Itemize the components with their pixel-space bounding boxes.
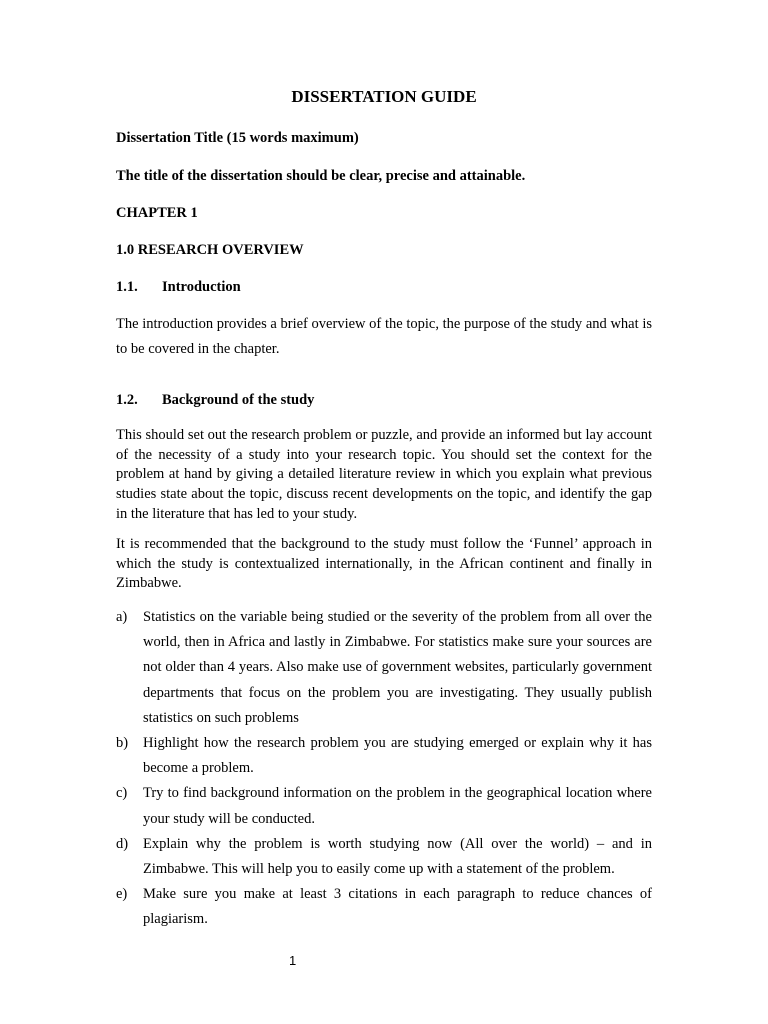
list-marker: c): [116, 785, 128, 802]
background-heading: [116, 391, 314, 409]
list-marker: d): [116, 835, 129, 852]
document-title: DISSERTATION GUIDE: [291, 87, 477, 106]
list-marker: e): [116, 886, 128, 903]
list-item-text: Make sure you make at least 3 citations in each paragraph to reduce chances of plagiarism.: [143, 886, 652, 928]
background-number: 1.2.: [116, 392, 138, 408]
list-item: [116, 832, 652, 882]
introduction-heading-text: Introduction: [162, 279, 241, 295]
list-item-text: Highlight how the research problem you are studying emerged or explain why it has become a problem.: [143, 735, 652, 777]
list-item: [116, 781, 652, 831]
list-item-text: Try to find background information on the problem in the geographical location where your study will be conducted.: [143, 785, 652, 827]
list-item-text: Statistics on the variable being studied or the severity of the problem from all over the world, then in Africa and lastly in Zimbabwe. For statistics make sure your sources are not older than 4 years. Also make use of government websites, particularly government departments that focus on the problem you are investigating. They usually publish statistics on such problems: [143, 609, 652, 726]
title-instruction: The title of the dissertation should be clear, precise and attainable.: [116, 168, 526, 184]
chapter-heading: CHAPTER 1: [116, 205, 198, 221]
introduction-number: 1.1.: [116, 279, 138, 295]
section-heading: 1.0 RESEARCH OVERVIEW: [116, 242, 304, 258]
document-page: [116, 0, 652, 1024]
background-list: [116, 605, 652, 933]
dissertation-title-heading: Dissertation Title (15 words maximum): [116, 130, 359, 146]
list-marker: a): [116, 609, 128, 625]
page-number: 1: [289, 953, 297, 968]
background-paragraph-1: This should set out the research problem or puzzle, and provide an informed but lay account of the necessity of a study into your research topic. You should set the context for the problem at hand by giving a detailed literature review in which you explain what previous studies state about the topic, discuss recent developments on the topic, and identify the gap in the literature that has led to your study.: [116, 427, 652, 522]
introduction-heading: [116, 278, 241, 296]
list-item: [116, 605, 652, 731]
list-item-text: Explain why the problem is worth studying now (All over the world) – and in Zimbabwe. This will help you to easily come up with a statement of the problem.: [143, 835, 652, 878]
list-item: [116, 882, 652, 932]
background-paragraph-2: It is recommended that the background to the study must follow the ‘Funnel’ approach in which the study is contextualized internationally, in the African continent and finally in Zimbabwe.: [116, 536, 652, 592]
background-heading-text: Background of the study: [162, 392, 315, 408]
introduction-paragraph: The introduction provides a brief overview of the topic, the purpose of the study and what is to be covered in the chapter.: [116, 316, 652, 357]
list-item: [116, 731, 652, 781]
list-marker: b): [116, 735, 129, 752]
